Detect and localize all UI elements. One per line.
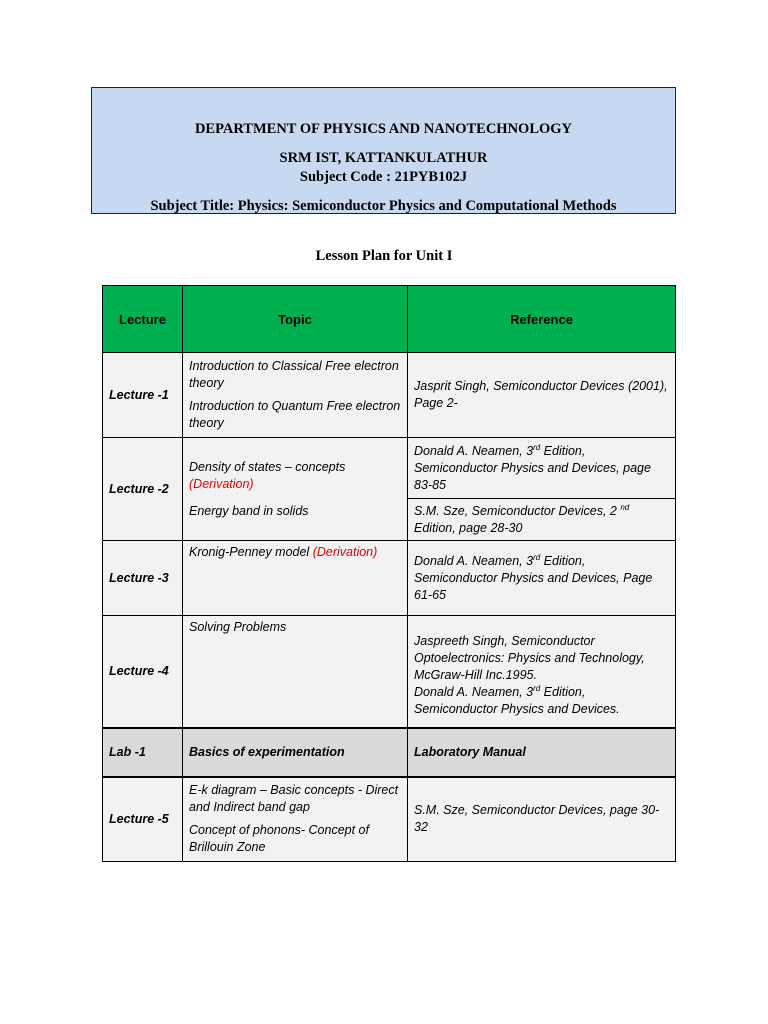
lecture-cell: Lecture -5	[103, 777, 183, 862]
topic-text: Introduction to Classical Free electron theory	[189, 359, 399, 390]
topic-text: Energy band in solids	[189, 503, 309, 518]
table-header-row	[103, 286, 676, 353]
lecture-cell: Lab -1	[103, 728, 183, 777]
topic-cell: Solving Problems	[183, 616, 408, 728]
topic-text: Introduction to Quantum Free electron theory	[189, 399, 401, 430]
institute-name: SRM IST, KATTANKULATHUR	[279, 150, 488, 166]
column-header-topic: Topic	[183, 286, 408, 353]
lecture-cell: Lecture -2	[103, 438, 183, 541]
reference-cell: S.M. Sze, Semiconductor Devices, 2 $^{nd}$ Edition, page 28-30	[408, 499, 676, 541]
topic-cell	[183, 777, 408, 862]
topic-cell: Basics of experimentation	[183, 728, 408, 777]
subject-title: Subject Title: Physics: Semiconductor Physics and Computational Methods	[150, 198, 617, 214]
table-row	[103, 353, 676, 438]
lecture-cell: Lecture -4	[103, 616, 183, 728]
table-row	[103, 777, 676, 862]
reference-text: Donald A. Neamen, 3rd Edition, Semiconductor Physics and Devices.	[414, 683, 620, 716]
table-row	[103, 616, 676, 728]
reference-cell: Donald A. Neamen, 3rd Edition, Semiconductor Physics and Devices, Page 61-65	[408, 541, 676, 616]
lecture-cell: Lecture -3	[103, 541, 183, 616]
lecture-cell: Lecture -1	[103, 353, 183, 438]
topic-cell	[183, 353, 408, 438]
reference-cell: Laboratory Manual	[408, 728, 676, 777]
subject-code: Subject Code : 21PYB102J	[299, 169, 468, 185]
reference-cell	[408, 616, 676, 728]
header-box	[91, 87, 676, 214]
reference-cell: Jasprit Singh, Semiconductor Devices (2001), Page 2-	[408, 353, 676, 438]
topic-text: E-k diagram – Basic concepts - Direct and Indirect band gap	[189, 783, 399, 815]
department-name: DEPARTMENT OF PHYSICS AND NANOTECHNOLOGY	[194, 121, 573, 137]
unit-title: Lesson Plan for Unit I	[315, 248, 453, 264]
derivation-tag: (Derivation)	[189, 476, 254, 491]
reference-text: Jaspreeth Singh, Semiconductor Optoelectronics: Physics and Technology, McGraw-Hill Inc.1995.	[414, 633, 645, 682]
topic-text: Concept of phonons- Concept of Brillouin Zone	[189, 823, 369, 855]
table-row	[103, 541, 676, 616]
lesson-plan-table	[102, 285, 676, 862]
table-row-lab	[103, 728, 676, 777]
topic-text: Density of states – concepts (Derivation)	[189, 459, 346, 491]
reference-cell: Donald A. Neamen, 3rd Edition, Semiconductor Physics and Devices, page 83-85	[408, 438, 676, 499]
column-header-lecture: Lecture	[103, 286, 183, 353]
topic-cell	[183, 438, 408, 541]
derivation-tag: (Derivation)	[312, 545, 378, 559]
table-row	[103, 438, 676, 499]
topic-cell: Kronig-Penney model (Derivation)	[183, 541, 408, 616]
column-header-reference: Reference	[408, 286, 676, 353]
reference-cell: S.M. Sze, Semiconductor Devices, page 30-32	[408, 777, 676, 862]
